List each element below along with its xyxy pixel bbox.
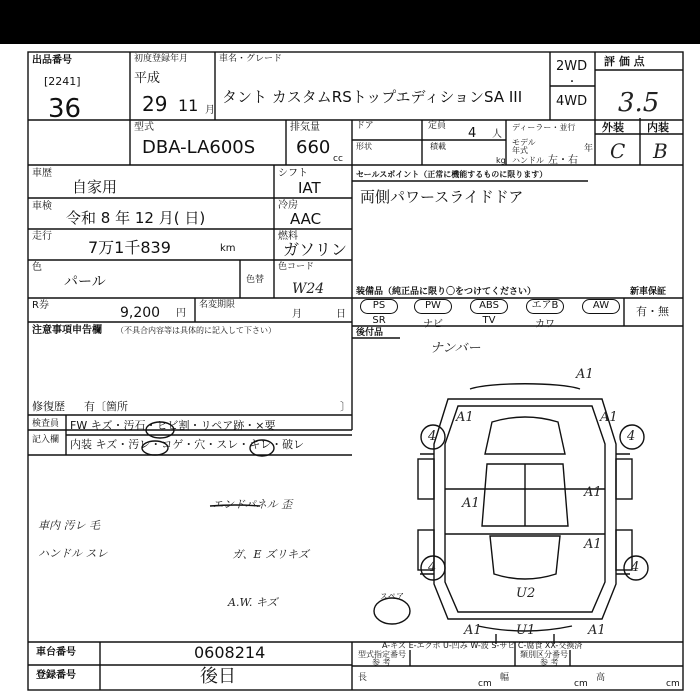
- remark-3: エンドパネル 歪: [212, 498, 293, 511]
- model-code-label: 型式: [134, 122, 154, 133]
- tire-fl: 4: [428, 429, 437, 444]
- remark-1: 車内 汚レ 毛: [38, 519, 100, 532]
- reg-no-label: 登録番号: [36, 670, 76, 681]
- first-reg-month-unit: 月: [205, 105, 215, 116]
- equip-airbag: エアB: [526, 299, 564, 314]
- ac: AAC: [290, 210, 322, 228]
- usage-label: 車歴: [32, 168, 52, 179]
- tire-fr: 4: [627, 429, 636, 444]
- auction-sheet: [0, 44, 700, 700]
- fuel-label: 燃料: [278, 231, 298, 242]
- model-year-label1: モデル: [512, 138, 536, 147]
- chassis-label: 車台番号: [36, 647, 76, 658]
- color-label: 色: [32, 262, 42, 273]
- capacity-label: 定員: [428, 121, 447, 131]
- equip-leather: カワ: [535, 319, 555, 330]
- repair-close: 〕: [340, 400, 351, 413]
- notes-label: 注意事項申告欄: [32, 325, 102, 336]
- interior-label: 内装: [647, 121, 669, 134]
- equipment-label: 装備品（純正品に限り〇をつけてください）: [356, 287, 537, 297]
- color: パール: [64, 274, 106, 290]
- equip-aw: AW: [582, 299, 620, 314]
- damage-front-right: A1: [600, 410, 618, 425]
- drive-4wd: 4WD: [556, 94, 588, 109]
- dim-width-unit: cm: [574, 679, 588, 689]
- inspector-line1: FW キズ・汚石・ヒビ割・リペア跡・×要: [70, 419, 276, 432]
- inspector-label2: 記入欄: [32, 435, 60, 445]
- damage-right-door: A1: [584, 485, 602, 500]
- inspection-label: 車検: [32, 201, 52, 212]
- aftermarket: ナンバー: [430, 341, 481, 356]
- grade-score: 3.5: [618, 88, 660, 118]
- displacement: 660: [296, 137, 331, 158]
- type-spec-label: 型式指定番号: [358, 650, 406, 659]
- colorcode-label: 色コード: [278, 262, 315, 272]
- equip-pw: PW: [414, 299, 452, 314]
- recycle: 9,200: [120, 305, 161, 321]
- dim-height-label: 高: [596, 673, 606, 683]
- drive-sep: ・: [567, 77, 577, 88]
- load-unit: kg: [496, 156, 506, 165]
- equip-tv: TV: [482, 315, 496, 326]
- mileage-unit: km: [220, 243, 236, 254]
- equip-navi: ナビ: [423, 319, 443, 330]
- first-reg-year: 29: [142, 92, 168, 116]
- shift-label: シフト: [278, 168, 308, 179]
- tire-rr: 4: [631, 560, 640, 575]
- doors-label: ドア: [356, 121, 374, 131]
- remark-2: ハンドル スレ: [38, 547, 108, 560]
- dim-width-label: 幅: [500, 673, 510, 683]
- capacity: 4: [468, 126, 477, 141]
- model-name: タント カスタムRSトップエディションSA III: [222, 88, 523, 106]
- exterior-label: 外装: [602, 121, 624, 134]
- damage-front: A1: [576, 367, 594, 382]
- first-reg-label: 初度登録年月: [134, 54, 189, 64]
- type-spec-ref: 参 考: [372, 658, 391, 667]
- damage-right-rear: A1: [584, 537, 602, 552]
- usage: 自家用: [72, 178, 118, 196]
- remark-4: ガ、E ズリキズ: [232, 548, 309, 561]
- color-change-label: 色替: [246, 275, 265, 285]
- inspector-label1: 検査員: [32, 419, 60, 429]
- exterior-grade: C: [610, 139, 626, 163]
- lot-number: 36: [48, 94, 82, 124]
- repair-value: 有〔箇所: [84, 400, 128, 413]
- damage-front-left: A1: [456, 410, 474, 425]
- chassis-number: 0608214: [194, 643, 266, 662]
- damage-rear-center: U1: [516, 623, 536, 638]
- handle-value: 左・右: [548, 155, 578, 166]
- dim-length-label: 長: [358, 673, 368, 683]
- dim-length-unit: cm: [478, 679, 492, 689]
- first-reg-month: 11: [178, 96, 199, 115]
- recall-month: 月: [292, 309, 302, 320]
- legend: A-キズ E-エクボ U-凹み W-波 S-サビ C-腐食 XX-交換済: [382, 641, 583, 650]
- damage-rear-left: A1: [464, 623, 482, 638]
- lot-label: 出品番号: [32, 55, 72, 66]
- equip-ps: PS: [360, 299, 398, 314]
- new-warranty-label: 新車保証: [630, 287, 667, 297]
- mileage-label: 走行: [32, 231, 52, 242]
- inspection: 令和 8 年 12 月( 日): [66, 209, 206, 227]
- mileage: 7万1千839: [88, 238, 171, 257]
- interior-grade: B: [653, 139, 668, 163]
- recall-label: 名変期限: [199, 300, 236, 310]
- colorcode: W24: [292, 281, 325, 297]
- first-reg-era: 平成: [134, 71, 161, 86]
- displacement-unit: cc: [333, 154, 343, 164]
- repair-label: 修復歴: [32, 400, 65, 413]
- class-no-ref: 参 考: [540, 658, 559, 667]
- aftermarket-label: 後付品: [356, 328, 384, 338]
- recall-day: 日: [336, 309, 346, 320]
- load-label: 積載: [430, 142, 446, 151]
- equip-sr: SR: [372, 315, 386, 326]
- model-year-unit: 年: [584, 144, 594, 154]
- sales-point-label: セールスポイント（正常に機能するものに限ります）: [356, 170, 548, 179]
- shape-label: 形状: [356, 142, 372, 151]
- spare-label: スペア: [380, 592, 404, 601]
- model-year-label2: 年式: [512, 146, 528, 155]
- inspector-line2: 内装 キズ・汚レ・コゲ・穴・スレ・キレ・破レ: [70, 438, 305, 451]
- sheet-grid: [0, 44, 700, 700]
- drive-2wd: 2WD: [556, 59, 588, 74]
- tire-rl: 4: [428, 560, 437, 575]
- equip-abs: ABS: [470, 299, 508, 314]
- notes-sub: （不具合内容等は具体的に記入して下さい）: [116, 326, 276, 335]
- lot-sub: [2241]: [44, 75, 81, 88]
- displacement-label: 排気量: [290, 122, 320, 133]
- capacity-unit: 人: [492, 129, 502, 140]
- dim-height-unit: cm: [666, 679, 680, 689]
- sales-point: 両側パワースライドドア: [360, 188, 524, 206]
- grade-label: 評 価 点: [604, 55, 645, 68]
- remark-5: A.W. キズ: [228, 596, 278, 609]
- handle-label: ハンドル: [512, 156, 544, 165]
- damage-rear: U2: [516, 586, 536, 601]
- recycle-unit: 円: [176, 308, 186, 319]
- model-name-label: 車名・グレード: [219, 54, 283, 64]
- shift: IAT: [298, 179, 321, 197]
- recycle-label: R券: [32, 300, 49, 311]
- model-code: DBA-LA600S: [142, 137, 256, 158]
- damage-rear-right: A1: [588, 623, 606, 638]
- damage-left-door: A1: [462, 496, 480, 511]
- ac-label: 冷房: [278, 200, 298, 211]
- dealer-label: ディーラー・並行: [512, 123, 576, 132]
- new-warranty: 有・無: [636, 305, 669, 318]
- class-no-label: 類別区分番号: [520, 650, 568, 659]
- fuel: ガソリン: [283, 240, 348, 259]
- reg-no: 後日: [200, 666, 236, 687]
